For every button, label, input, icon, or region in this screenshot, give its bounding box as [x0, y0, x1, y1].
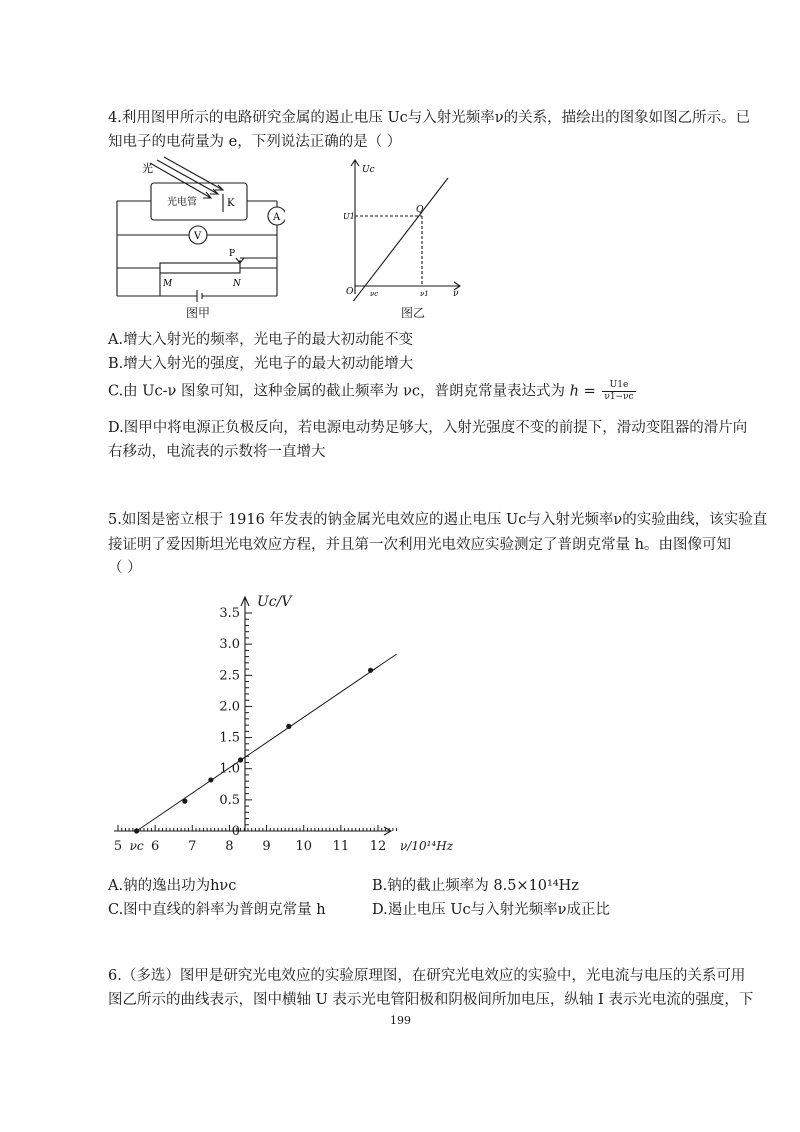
q4-option-b: B.增大入射光的强度，光电子的最大初动能增大	[108, 356, 414, 372]
data-point	[182, 799, 187, 804]
u1-label: U1	[343, 212, 355, 221]
nu-c-label: νc	[370, 290, 379, 298]
nu-axis-label: ν	[453, 289, 459, 299]
x-tick-label: 12	[369, 839, 387, 854]
origin-label: O	[346, 287, 354, 297]
q6-stem-line2: 图乙所示的曲线表示，图中横轴 U 表示光电管阳极和阴极间所加电压，纵轴 I 表示光电流的强度，下	[108, 992, 754, 1008]
q5-option-c: C.图中直线的斜率为普朗克常量 h	[108, 902, 326, 918]
q6-stem-line1: 6.（多选）图甲是研究光电效应的实验原理图，在研究光电效应的实验中，光电流与电压的关系可用	[108, 968, 746, 984]
y-tick-label: 3.0	[219, 637, 240, 653]
q5-option-d: D.遏止电压 Uc与入射光频率ν成正比	[372, 902, 610, 918]
q5-stem-line3: （ ）	[108, 560, 142, 576]
q5-option-b: B.钠的截止频率为 8.5×10¹⁴Hz	[372, 878, 579, 894]
voltmeter-label: V	[194, 231, 202, 242]
y-tick-label: 2.5	[219, 668, 240, 684]
data-point	[238, 757, 243, 762]
x-tick-label: 5	[113, 839, 123, 854]
x-tick-label: νc	[129, 839, 144, 853]
k-label: K	[227, 198, 235, 209]
x-tick-label: 9	[262, 839, 271, 854]
q4-option-c-denominator: ν1−νc	[604, 392, 634, 402]
q4-option-a: A.增大入射光的频率，光电子的最大初动能不变	[108, 332, 414, 348]
y-tick-label: 1.0	[219, 761, 240, 777]
q4-option-c-text: C.由 Uc-ν 图象可知，这种金属的截止频率为 νc，普朗克常量表达式为	[108, 383, 566, 400]
fig-b-caption: 图乙	[401, 306, 426, 320]
data-point	[368, 668, 373, 673]
x-tick-label: 7	[188, 839, 197, 854]
m-label: M	[163, 279, 173, 289]
q4-uc-nu-graph	[340, 156, 465, 301]
q4-circuit-diagram	[105, 156, 285, 321]
ammeter-label: A	[273, 212, 281, 223]
q-point-label: Q	[416, 205, 424, 215]
light-label: 光	[142, 162, 153, 175]
x-tick-label: 11	[332, 839, 350, 854]
x-axis-label: ν/10¹⁴Hz	[400, 839, 454, 853]
data-point	[208, 777, 213, 782]
q4-option-c-fraction	[602, 380, 635, 403]
slider-label: P	[229, 249, 236, 259]
n-label: N	[233, 279, 241, 289]
fit-line	[137, 654, 397, 831]
y-tick-label: 2.0	[219, 699, 240, 715]
nu-1-label: ν1	[420, 290, 429, 298]
q4-stem-line2: 知电子的电荷量为 e，下列说法正确的是（ ）	[108, 134, 402, 150]
y-tick-label: 0.5	[219, 792, 240, 808]
q4-option-c-formula: h =	[569, 383, 596, 400]
y-tick-label: 1.5	[219, 730, 240, 746]
page-number: 199	[390, 1014, 411, 1027]
y-tick-label: 3.5	[219, 606, 240, 621]
y-axis-label: Uc/V	[257, 594, 292, 610]
uc-axis-label: Uc	[362, 165, 375, 175]
q5-stem-line1: 5.如图是密立根于 1916 年发表的钠金属光电效应的遏止电压 Uc与入射光频率ν的实验曲线，该实验直	[108, 512, 768, 528]
q5-stem-line2: 接证明了爱因斯坦光电效应方程，并且第一次利用光电效应实验测定了普朗克常量 h。由图像可知	[108, 537, 731, 553]
data-point	[134, 828, 139, 833]
fig-a-caption: 图甲	[186, 306, 211, 320]
data-point	[286, 724, 291, 729]
q4-option-d-line2: 右移动，电流表的示数将一直增大	[108, 444, 326, 460]
q5-option-a: A.钠的逸出功为hνc	[108, 878, 237, 894]
q4-option-c-numerator: U1e	[602, 380, 635, 392]
q4-option-c	[108, 380, 636, 403]
millikan-chart	[100, 584, 460, 874]
y-tick-label: 0	[231, 824, 240, 839]
q4-option-d-line1: D.图甲中将电源正负极反向，若电源电动势足够大，入射光强度不变的前提下，滑动变阻器的滑片向	[108, 420, 748, 436]
x-tick-label: 8	[225, 839, 234, 854]
x-tick-label: 6	[151, 839, 160, 854]
q4-stem-line1: 4.利用图甲所示的电路研究金属的遏止电压 Uc与入射光频率ν的关系，描绘出的图象如图乙所示。已	[108, 110, 751, 126]
tube-label: 光电管	[167, 197, 197, 208]
x-tick-label: 10	[295, 839, 312, 854]
